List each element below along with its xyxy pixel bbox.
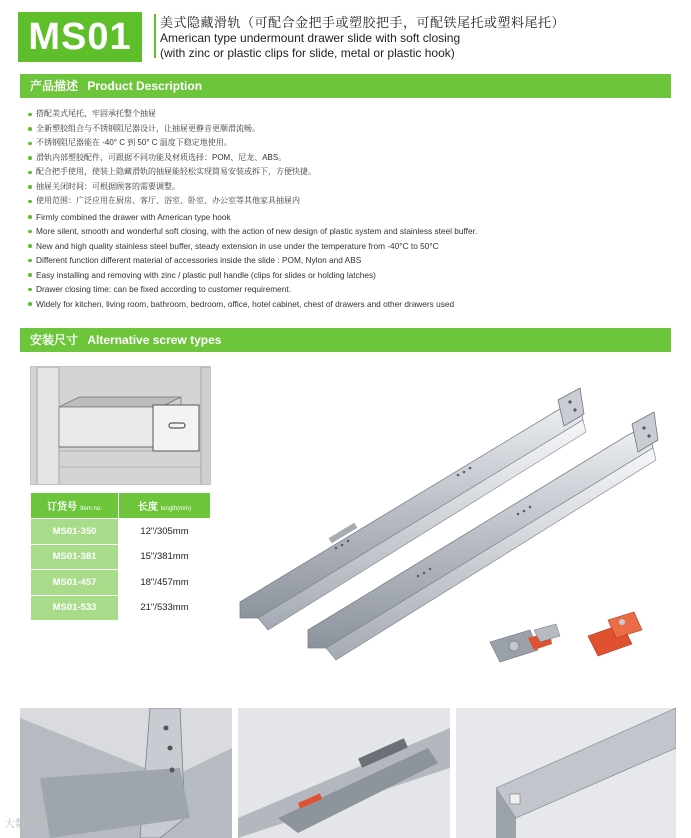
table-row [31, 544, 211, 570]
list-item: Widely for kitchen, living room, bathroom, bedroom, office, hotel cabinet, chest of drawers and other drawers used [28, 297, 668, 312]
spec-table [30, 492, 211, 621]
list-item: New and high quality stainless steel buffer, steady extension in use under the temperature from -40°C to 50°C [28, 239, 668, 254]
list-item: 全新塑胶组合与不锈钢阻尼器设计，让抽屉更静音更顺滑流畅。 [28, 122, 668, 137]
heading-zh: 产品描述 [30, 79, 79, 93]
column-header-length: 长度 length(mm) [119, 493, 211, 519]
grey-clip [490, 624, 560, 662]
list-item: 配合把手使用，使装上隐藏滑轨的抽屉能轻松实现简易安装或拆下，方便快捷。 [28, 165, 668, 180]
item-length: 18"/457mm [119, 570, 211, 596]
item-length: 21"/533mm [119, 595, 211, 621]
red-clip [588, 612, 642, 656]
heading-en: Alternative screw types [87, 333, 222, 347]
table-row [31, 519, 211, 545]
detail-photos [20, 708, 676, 838]
list-item: Different function different material of accessories inside the slide : POM, Nylon and ABS [28, 253, 668, 268]
watermark: 大数跨境 [4, 817, 48, 830]
item-length: 12"/305mm [119, 519, 211, 545]
table-row [31, 595, 211, 621]
item-length: 15"/381mm [119, 544, 211, 570]
list-item: 抽屉关闭时间：可根据顾客的需要调整。 [28, 180, 668, 195]
title-chinese: 美式隐藏滑轨（可配合金把手或塑胶把手，可配铁尾托或塑料尾托） [160, 16, 566, 31]
detail-photo-back-bracket [20, 708, 232, 838]
table-row [31, 570, 211, 596]
drawer-slides-drawing [228, 380, 674, 680]
detail-photo-slide-end [456, 708, 676, 838]
title-english-line1: American type undermount drawer slide with soft closing [160, 31, 461, 45]
installation-heading [20, 328, 671, 352]
product-image [228, 380, 674, 680]
cabinet-drawer-illustration [30, 366, 211, 485]
page-header [18, 8, 678, 64]
heading-zh: 安装尺寸 [30, 333, 79, 347]
cabinet-drawing [31, 367, 211, 485]
list-item: More silent, smooth and wonderful soft closing, with the action of new design of plastic system and stainless steel buffer. [28, 224, 668, 239]
heading-en: Product Description [87, 79, 203, 93]
title-english-line2: (with zinc or plastic clips for slide, metal or plastic hook) [160, 46, 455, 60]
list-item: 不锈钢阻尼器能在 -40° C 到 50° C 温度下稳定地使用。 [28, 136, 668, 151]
list-item: 搭配美式尾托，牢固承托整个抽屉 [28, 107, 668, 122]
detail-photo-damper [238, 708, 450, 838]
list-item: Drawer closing time: can be fixed according to customer requirement. [28, 282, 668, 297]
model-badge: MS01 [18, 12, 142, 62]
item-code: MS01-457 [31, 570, 119, 596]
product-description-heading [20, 74, 671, 98]
item-code: MS01-350 [31, 519, 119, 545]
column-header-item-no: 订货号 Item no. [31, 493, 119, 519]
item-code: MS01-533 [31, 595, 119, 621]
list-item: 滑轨内部塑胶配件，可跟据不同功能及材质选择：POM、尼龙、ABS。 [28, 151, 668, 166]
title-divider [154, 14, 156, 58]
list-item: Easy installing and removing with zinc / plastic pull handle (clips for slides or holding latches) [28, 268, 668, 283]
item-code: MS01-381 [31, 544, 119, 570]
list-item: Firmly combined the drawer with American type hook [28, 210, 668, 225]
list-item: 使用范围：广泛应用在厨房、客厅、浴室、卧室、办公室等其他家具抽屉内 [28, 194, 668, 209]
description-list [28, 107, 668, 311]
